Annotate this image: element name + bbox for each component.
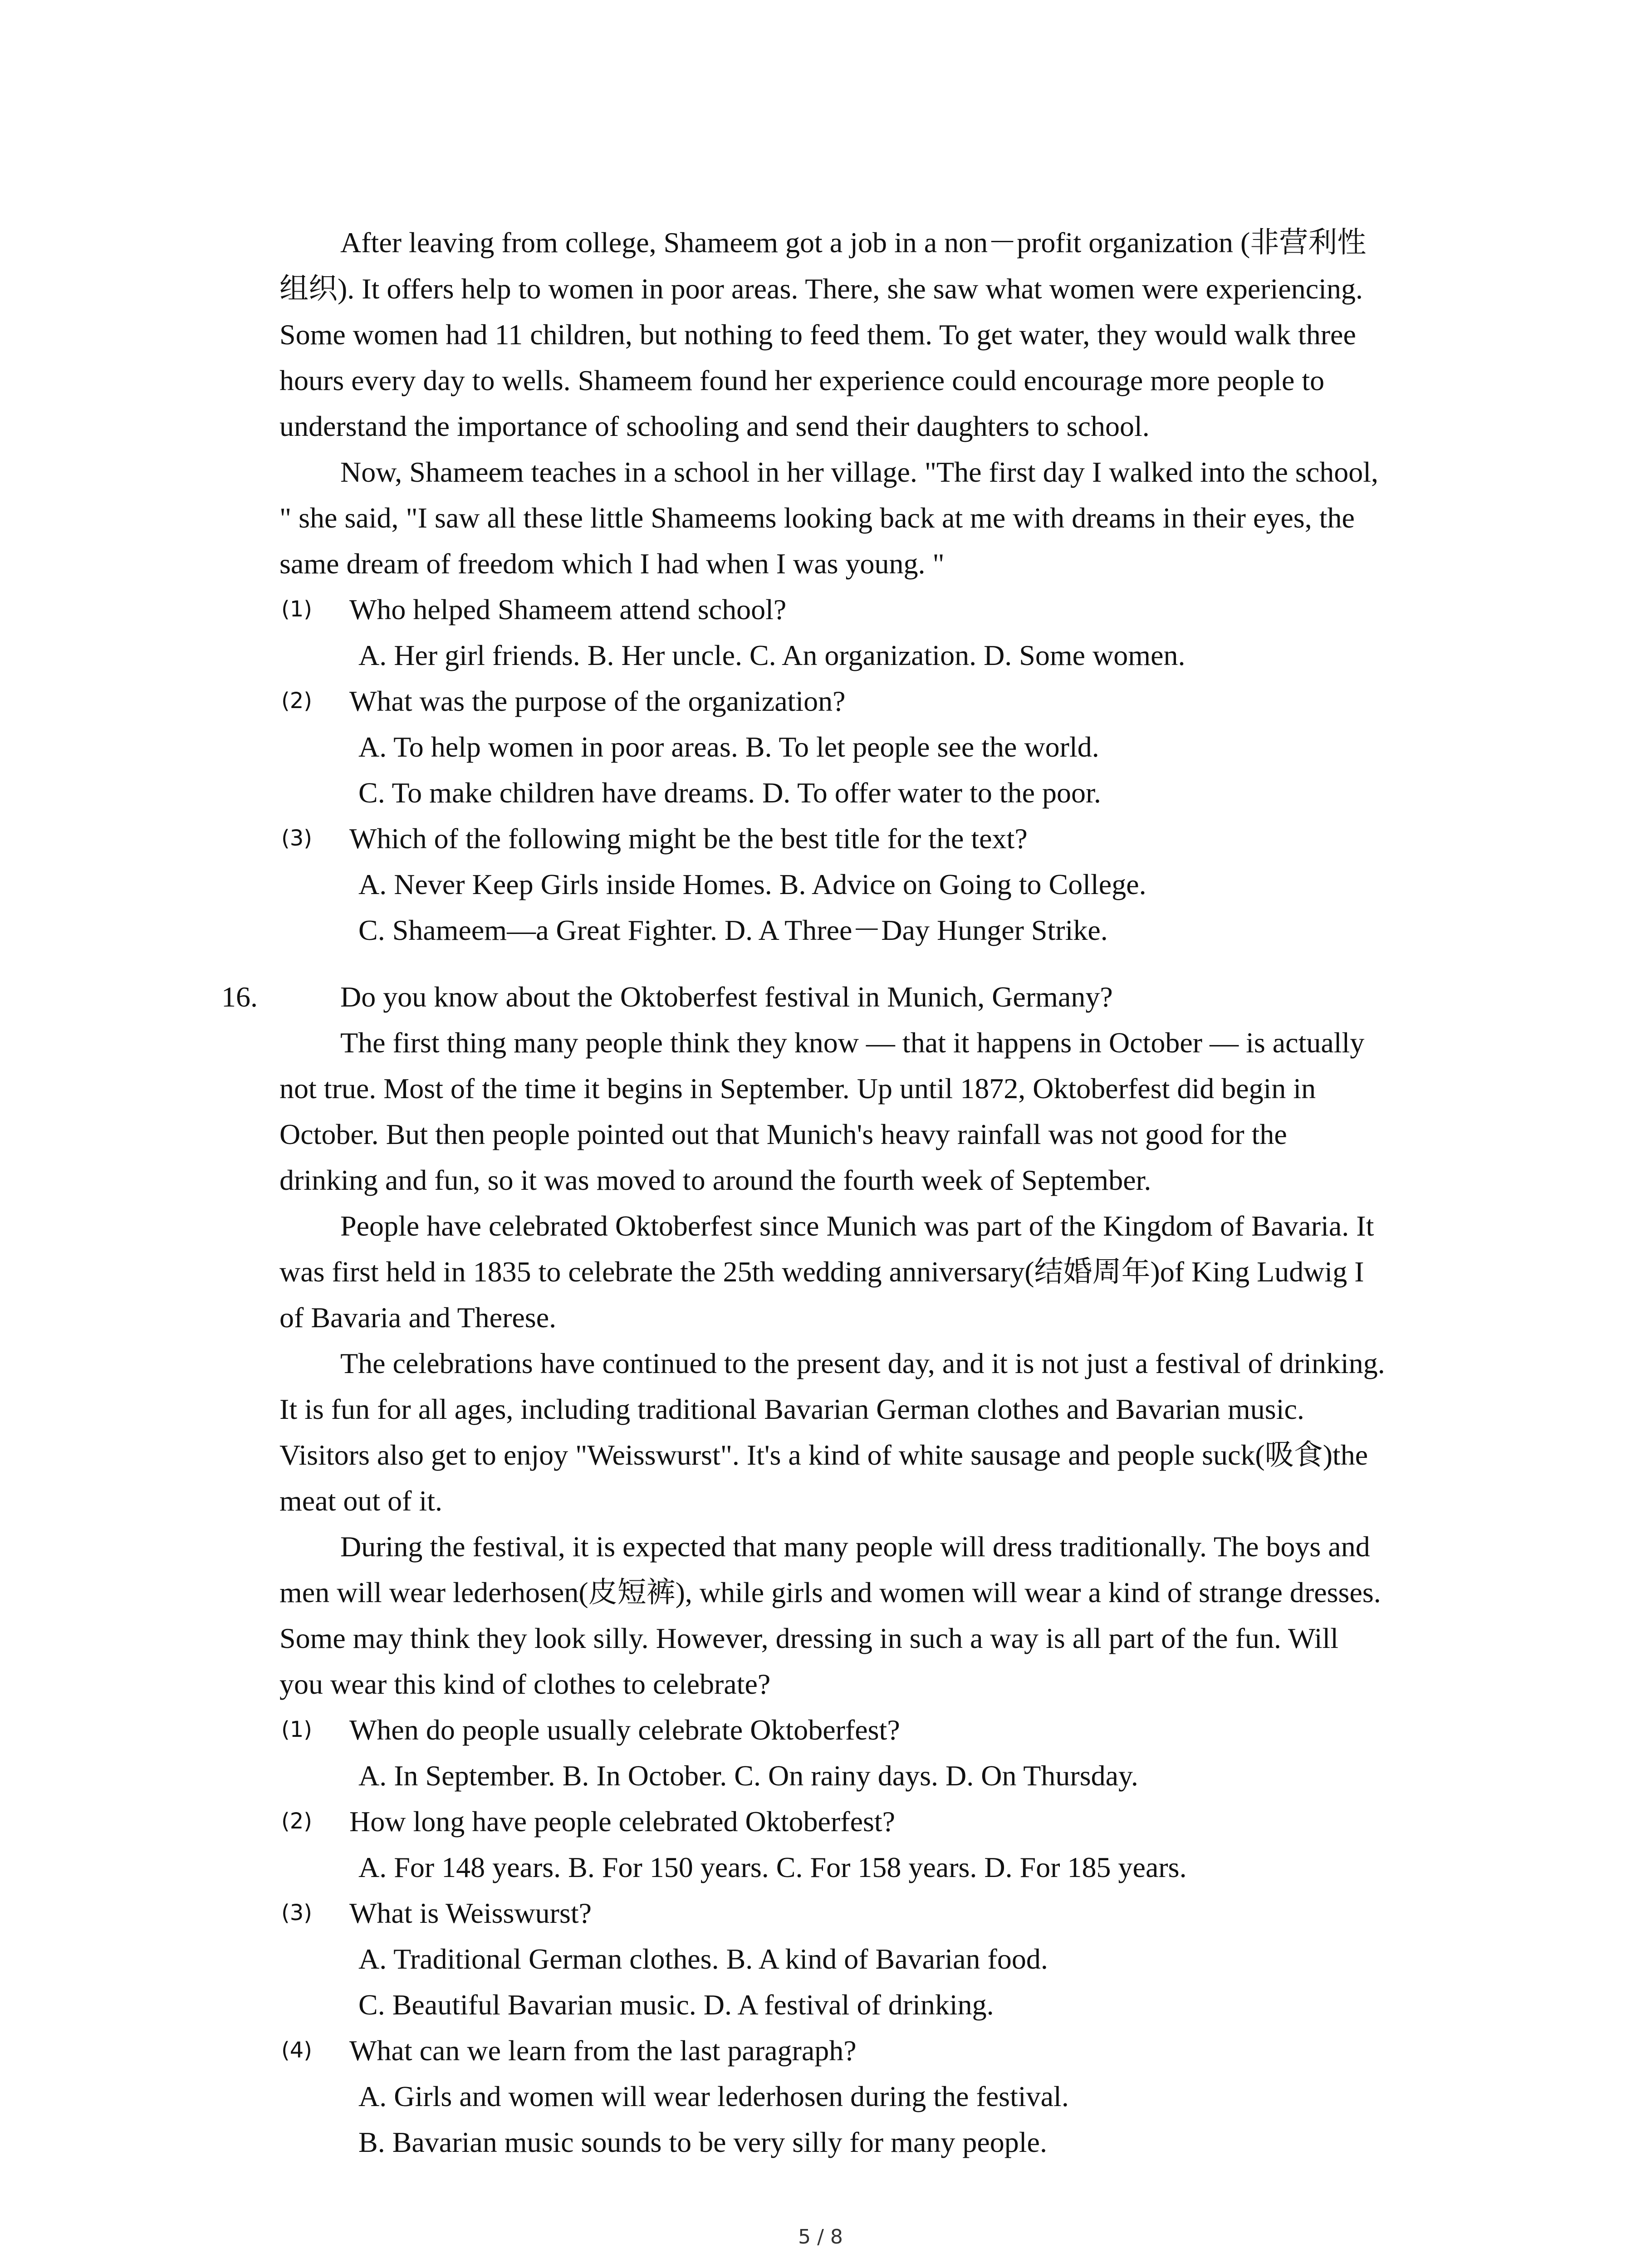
paragraph-line: men will wear lederhosen(皮短裤), while girls and women will wear a kind of strange dresses. xyxy=(279,1576,1381,1608)
question-text: Which of the following might be the best title for the text? xyxy=(349,822,1028,855)
question-options: A. Never Keep Girls inside Homes. B. Advice on Going to College. xyxy=(358,868,1146,900)
question-text: Who helped Shameem attend school? xyxy=(349,593,787,626)
paragraph-line: The first thing many people think they know — that it happens in October — is actually xyxy=(340,1026,1365,1059)
question-options: C. To make children have dreams. D. To offer water to the poor. xyxy=(358,777,1101,809)
paragraph-line: People have celebrated Oktoberfest since Munich was part of the Kingdom of Bavaria. It xyxy=(340,1210,1374,1242)
paragraph-line: After leaving from college, Shameem got a job in a non－profit organization (非营利性 xyxy=(340,226,1367,259)
paragraph-line: you wear this kind of clothes to celebrate? xyxy=(279,1668,771,1700)
question-number: (3) xyxy=(281,826,312,851)
paragraph-line: Some women had 11 children, but nothing to feed them. To get water, they would walk three xyxy=(279,318,1356,351)
question-options: A. Her girl friends. B. Her uncle. C. An organization. D. Some women. xyxy=(358,639,1185,671)
question-number: (1) xyxy=(281,1717,312,1742)
paragraph-line: was first held in 1835 to celebrate the 25th wedding anniversary(结婚周年)of King Ludwig I xyxy=(279,1256,1364,1288)
paragraph-line: Visitors also get to enjoy "Weisswurst". It's a kind of white sausage and people suck(吸食)the xyxy=(279,1439,1368,1471)
paragraph-line: Some may think they look silly. However, dressing in such a way is all part of the fun. Will xyxy=(279,1622,1339,1654)
question-text: What can we learn from the last paragraph? xyxy=(349,2034,857,2067)
question-number: (4) xyxy=(281,2038,312,2063)
paragraph-line: " she said, "I saw all these little Shameems looking back at me with dreams in their eyes, the xyxy=(279,502,1355,534)
question-options: A. Traditional German clothes. B. A kind of Bavarian food. xyxy=(358,1943,1048,1975)
paragraph-line: October. But then people pointed out that Munich's heavy rainfall was not good for the xyxy=(279,1118,1287,1150)
paragraph-line: It is fun for all ages, including traditional Bavarian German clothes and Bavarian music. xyxy=(279,1393,1304,1425)
paragraph-line: Now, Shameem teaches in a school in her village. "The first day I walked into the school, xyxy=(340,456,1378,488)
paragraph-line: During the festival, it is expected that many people will dress traditionally. The boys and xyxy=(340,1530,1370,1563)
question-options: C. Shameem—a Great Fighter. D. A Three－Day Hunger Strike. xyxy=(358,914,1108,946)
question-options: A. For 148 years. B. For 150 years. C. For 158 years. D. For 185 years. xyxy=(358,1851,1187,1883)
question-options: B. Bavarian music sounds to be very silly for many people. xyxy=(358,2126,1047,2158)
question-options: C. Beautiful Bavarian music. D. A festival of drinking. xyxy=(358,1989,994,2021)
paragraph-line: 组织). It offers help to women in poor areas. There, she saw what women were experiencing. xyxy=(279,273,1363,305)
paragraph-line: same dream of freedom which I had when I was young. " xyxy=(279,547,945,580)
paragraph-line: not true. Most of the time it begins in September. Up until 1872, Oktoberfest did begin in xyxy=(279,1072,1316,1105)
question-number: (1) xyxy=(281,596,312,622)
question-text: How long have people celebrated Oktoberfest? xyxy=(349,1805,896,1838)
page-number: 5 / 8 xyxy=(798,2225,843,2248)
paragraph-line: of Bavaria and Therese. xyxy=(279,1301,557,1334)
question-options: A. In September. B. In October. C. On rainy days. D. On Thursday. xyxy=(358,1760,1138,1792)
question-number: (2) xyxy=(281,688,312,714)
paragraph-line: hours every day to wells. Shameem found her experience could encourage more people to xyxy=(279,364,1325,396)
question-number: (3) xyxy=(281,1900,312,1926)
paragraph-line: drinking and fun, so it was moved to around the fourth week of September. xyxy=(279,1164,1151,1196)
question-options: A. To help women in poor areas. B. To let people see the world. xyxy=(358,731,1099,763)
question-text: What is Weisswurst? xyxy=(349,1897,592,1929)
question-options: A. Girls and women will wear lederhosen during the festival. xyxy=(358,2080,1069,2112)
question-text: What was the purpose of the organization? xyxy=(349,685,846,717)
paragraph-line: meat out of it. xyxy=(279,1485,443,1517)
paragraph-line: understand the importance of schooling and send their daughters to school. xyxy=(279,410,1150,442)
passage-intro: Do you know about the Oktoberfest festival in Munich, Germany? xyxy=(340,981,1113,1013)
paragraph-line: The celebrations have continued to the present day, and it is not just a festival of drinking. xyxy=(340,1347,1385,1379)
item-number: 16. xyxy=(221,981,258,1013)
question-text: When do people usually celebrate Oktoberfest? xyxy=(349,1714,900,1746)
question-number: (2) xyxy=(281,1809,312,1834)
